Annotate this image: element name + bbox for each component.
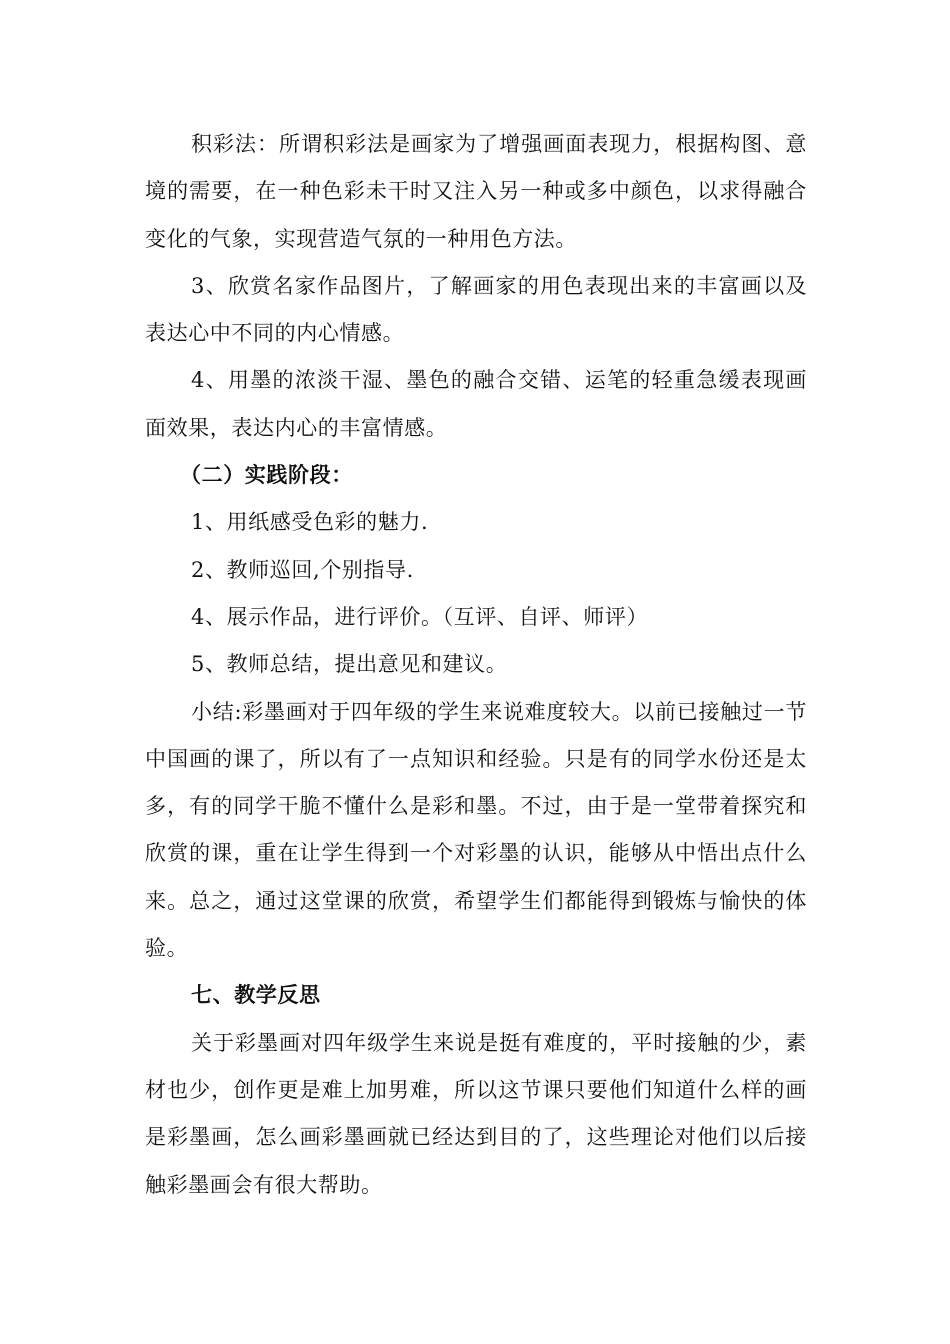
practice-step: 5、教师总结，提出意见和建议。 bbox=[191, 652, 508, 677]
paragraph-step-3: 3、欣赏名家作品图片，了解画家的用色表现出来的丰富画以及表达心中不同的内心情感。 bbox=[145, 273, 807, 346]
practice-heading: （二）实践阶段： bbox=[180, 463, 353, 488]
practice-step: 2、教师巡回,个别指导. bbox=[191, 557, 414, 582]
document-body bbox=[145, 121, 807, 1209]
paragraph-step-4: 4、用墨的浓淡干湿、墨色的融合交错、运笔的轻重急缓表现画面效果，表达内心的丰富情感。 bbox=[145, 368, 807, 440]
practice-step: 1、用纸感受色彩的魅力. bbox=[191, 510, 429, 535]
reflection-paragraph: 关于彩墨画对四年级学生来说是挺有难度的，平时接触的少，素材也少，创作更是难上加男难，所以这节课只要他们知道什么样的画是彩墨画，怎么画彩墨画就已经达到目的了，这些理论对他们以后接触彩墨画会有很大帮助。 bbox=[145, 1030, 807, 1197]
paragraph-jicaifa: 积彩法：所谓积彩法是画家为了增强画面表现力，根据构图、意境的需要，在一种色彩未干时又注入另一种或多中颜色，以求得融合变化的气象，实现营造气氛的一种用色方法。 bbox=[145, 132, 807, 251]
summary-paragraph: 小结:彩墨画对于四年级的学生来说难度较大。以前已接触过一节中国画的课了，所以有了一点知识和经验。只是有的同学水份还是太多，有的同学干脆不懂什么是彩和墨。不过，由于是一堂带着探究和欣赏的课，重在让学生得到一个对彩墨的认识，能够从中悟出点什么来。总之，通过这堂课的欣赏，希望学生们都能得到锻炼与愉快的体验。 bbox=[145, 699, 807, 961]
practice-step: 4、展示作品，进行评价。（互评、自评、师评） bbox=[191, 604, 649, 629]
reflection-heading: 七、教学反思 bbox=[191, 983, 321, 1008]
